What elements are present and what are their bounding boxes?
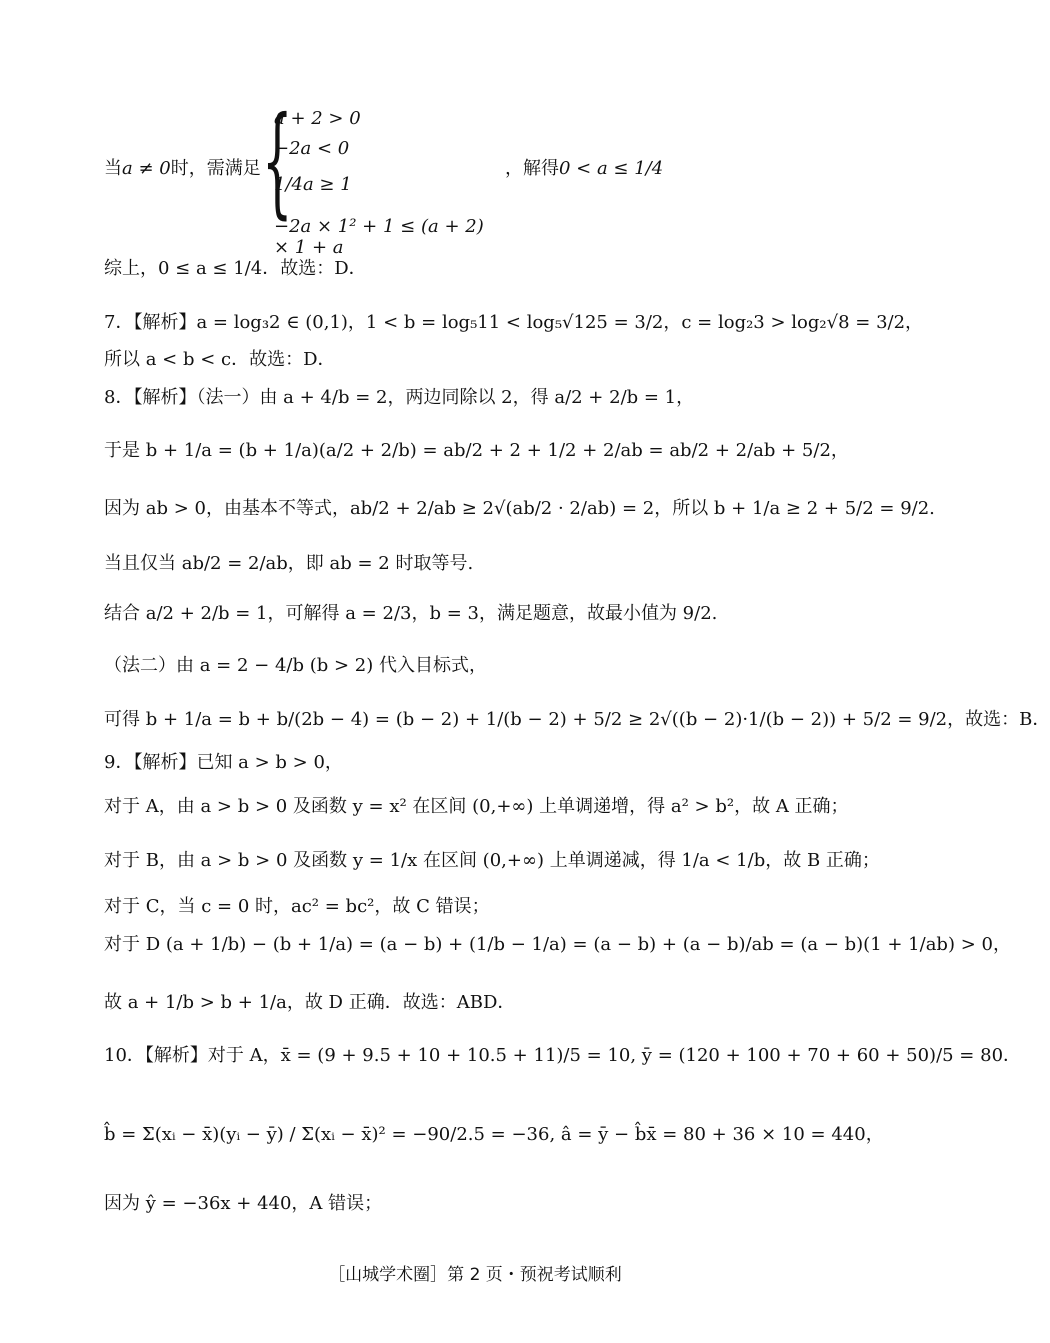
left-brace: { [262,92,293,231]
math-condition: a ≠ 0 [122,158,171,179]
q10-line-3: 因为 ŷ = −36x + 440，A 错误； [104,1193,383,1214]
case-system [262,92,492,258]
case-3: 1/4a ≥ 1 [274,174,352,195]
q9-line-6: 故 a + 1/b > b + 1/a，故 D 正确．故选：ABD． [104,992,516,1013]
q8-line-2: 于是 b + 1/a = (b + 1/a)(a/2 + 2/b) = ab/2 + 2 + 1/2 + 2/ab = ab/2 + 2/ab + 5/2， [104,440,849,461]
case-2: −2a < 0 [274,138,350,159]
q8-line-7: 可得 b + 1/a = b + b/(2b − 4) = (b − 2) + 1/(b − 2) + 5/2 ≥ 2√((b − 2)·1/(b − 2)) + 5/2 = 9/2，故选：B． [104,709,1050,730]
case-4: −2a × 1² + 1 ≤ (a + 2) × 1 + a [274,216,484,258]
q8-line-3: 因为 ab > 0，由基本不等式，ab/2 + 2/ab ≥ 2√(ab/2 · 2/ab) = 2，所以 b + 1/a ≥ 2 + 5/2 = 9/2. [104,498,935,519]
q8-line-5: 结合 a/2 + 2/b = 1，可解得 a = 2/3，b = 3，满足题意，故最小值为 9/2. [104,603,718,624]
summary-line: 综上，0 ≤ a ≤ 1/4．故选：D． [104,258,367,279]
q10-line-2: b̂ = Σ(xᵢ − x̄)(yᵢ − ȳ) / Σ(xᵢ − x̄)² = −90/2.5 = −36, â = ȳ − b̂x̄ = 80 + 36 × 10 = 440， [104,1124,884,1145]
math-result: 0 < a ≤ 1/4 [559,158,664,179]
q9-line-2: 对于 A，由 a > b > 0 及函数 y = x² 在区间 (0,+∞) 上单调递增，得 a² > b²，故 A 正确； [104,796,849,817]
page-footer: ［山城学术圈］第 2 页・预祝考试顺利 [328,1265,622,1285]
q9-line-5: 对于 D (a + 1/b) − (b + 1/a) = (a − b) + (1/b − 1/a) = (a − b) + (a − b)/ab = (a − b)(1 + 1/ab) > 0， [104,934,1011,955]
case-1: a + 2 > 0 [274,108,361,129]
q8-line-4: 当且仅当 ab/2 = 2/ab，即 ab = 2 时取等号. [104,553,474,574]
q7-line-1: 7．【解析】a = log₃2 ∈ (0,1)，1 < b = log₅11 < log₅√125 = 3/2，c = log₂3 > log₂√8 = 3/2， [104,312,924,333]
q9-line-4: 对于 C，当 c = 0 时，ac² = bc²，故 C 错误； [104,896,490,917]
text: 时，需满足 [170,158,261,179]
q8-line-1: 8．【解析】（法一）由 a + 4/b = 2，两边同除以 2，得 a/2 + 2/b = 1， [104,387,695,408]
q9-line-3: 对于 B，由 a > b > 0 及函数 y = 1/x 在区间 (0,+∞) 上单调递减，得 1/a < 1/b，故 B 正确； [104,850,880,871]
q9-line-1: 9．【解析】已知 a > b > 0， [104,752,343,773]
q10-line-1: 10．【解析】对于 A，x̄ = (9 + 9.5 + 10 + 10.5 + 11)/5 = 10, ȳ = (120 + 100 + 70 + 60 + 50)/5 = 80． [104,1045,1022,1066]
q7-line-2: 所以 a < b < c．故选：D． [104,349,336,370]
text: 当 [104,158,122,179]
q8-line-6: （法二）由 a = 2 − 4/b (b > 2) 代入目标式， [104,655,487,676]
condition-line [104,158,261,180]
solution-result [505,158,663,180]
text: ，解得 [505,158,559,179]
